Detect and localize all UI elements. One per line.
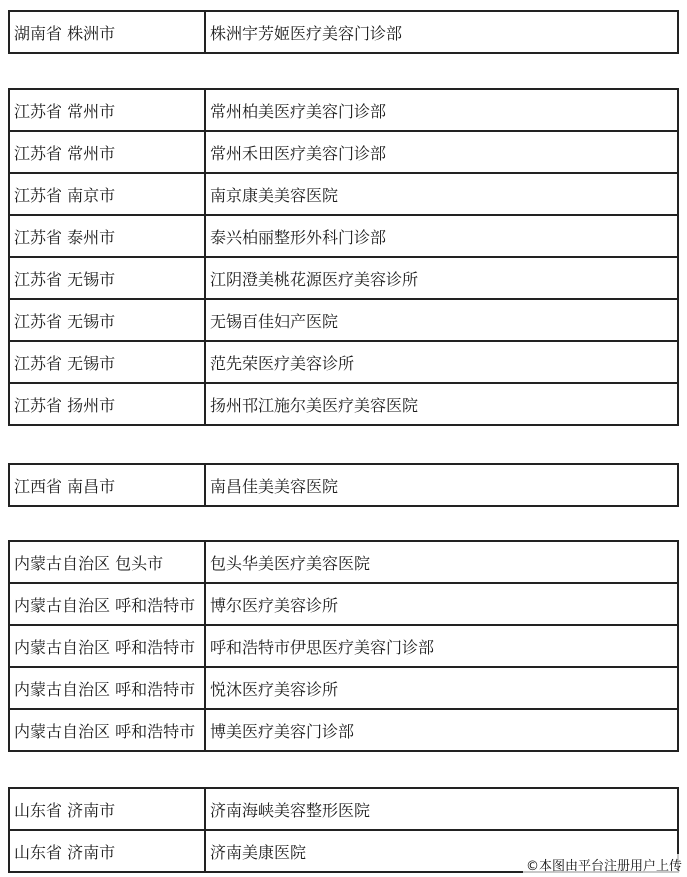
clinic-name-cell: 济南美康医院	[205, 830, 678, 872]
clinic-name-cell: 株洲宇芳姬医疗美容门诊部	[205, 11, 678, 53]
table-row	[9, 541, 678, 583]
clinic-name-cell: 常州柏美医疗美容门诊部	[205, 89, 678, 131]
region-cell: 江苏省 南京市	[9, 173, 205, 215]
region-cell: 内蒙古自治区 呼和浩特市	[9, 667, 205, 709]
table-jiangsu	[8, 88, 679, 426]
table-row	[9, 583, 678, 625]
table-row	[9, 788, 678, 830]
clinic-name-cell: 泰兴柏丽整形外科门诊部	[205, 215, 678, 257]
region-cell: 江苏省 扬州市	[9, 383, 205, 425]
region-cell: 内蒙古自治区 呼和浩特市	[9, 625, 205, 667]
table-row	[9, 89, 678, 131]
table-row	[9, 625, 678, 667]
table-neimenggu	[8, 540, 679, 752]
region-cell: 内蒙古自治区 包头市	[9, 541, 205, 583]
clinic-name-cell: 扬州邗江施尔美医疗美容医院	[205, 383, 678, 425]
watermark-text: ©本图由平台注册用户上传	[523, 854, 685, 875]
clinic-name-cell: 包头华美医疗美容医院	[205, 541, 678, 583]
clinic-name-cell: 南昌佳美美容医院	[205, 464, 678, 506]
region-cell: 江苏省 常州市	[9, 89, 205, 131]
table-row	[9, 299, 678, 341]
region-cell: 江西省 南昌市	[9, 464, 205, 506]
clinic-name-cell: 博尔医疗美容诊所	[205, 583, 678, 625]
clinic-name-cell: 济南海峡美容整形医院	[205, 788, 678, 830]
table-row	[9, 11, 678, 53]
table-row	[9, 257, 678, 299]
region-cell: 山东省 济南市	[9, 830, 205, 872]
region-cell: 江苏省 无锡市	[9, 299, 205, 341]
region-cell: 内蒙古自治区 呼和浩特市	[9, 709, 205, 751]
table-hunan	[8, 10, 679, 54]
region-cell: 江苏省 常州市	[9, 131, 205, 173]
table-row	[9, 464, 678, 506]
table-row	[9, 709, 678, 751]
table-jiangxi	[8, 463, 679, 507]
clinic-name-cell: 博美医疗美容门诊部	[205, 709, 678, 751]
table-row	[9, 131, 678, 173]
clinic-name-cell: 常州禾田医疗美容门诊部	[205, 131, 678, 173]
table-row	[9, 383, 678, 425]
table-row	[9, 215, 678, 257]
table-row	[9, 173, 678, 215]
table-row	[9, 667, 678, 709]
clinic-name-cell: 江阴澄美桃花源医疗美容诊所	[205, 257, 678, 299]
table-row	[9, 341, 678, 383]
clinic-name-cell: 范先荣医疗美容诊所	[205, 341, 678, 383]
clinic-name-cell: 呼和浩特市伊思医疗美容门诊部	[205, 625, 678, 667]
region-cell: 内蒙古自治区 呼和浩特市	[9, 583, 205, 625]
region-cell: 山东省 济南市	[9, 788, 205, 830]
region-cell: 江苏省 泰州市	[9, 215, 205, 257]
clinic-name-cell: 南京康美美容医院	[205, 173, 678, 215]
region-cell: 江苏省 无锡市	[9, 341, 205, 383]
clinic-name-cell: 无锡百佳妇产医院	[205, 299, 678, 341]
clinic-name-cell: 悦沐医疗美容诊所	[205, 667, 678, 709]
region-cell: 江苏省 无锡市	[9, 257, 205, 299]
region-cell: 湖南省 株洲市	[9, 11, 205, 53]
